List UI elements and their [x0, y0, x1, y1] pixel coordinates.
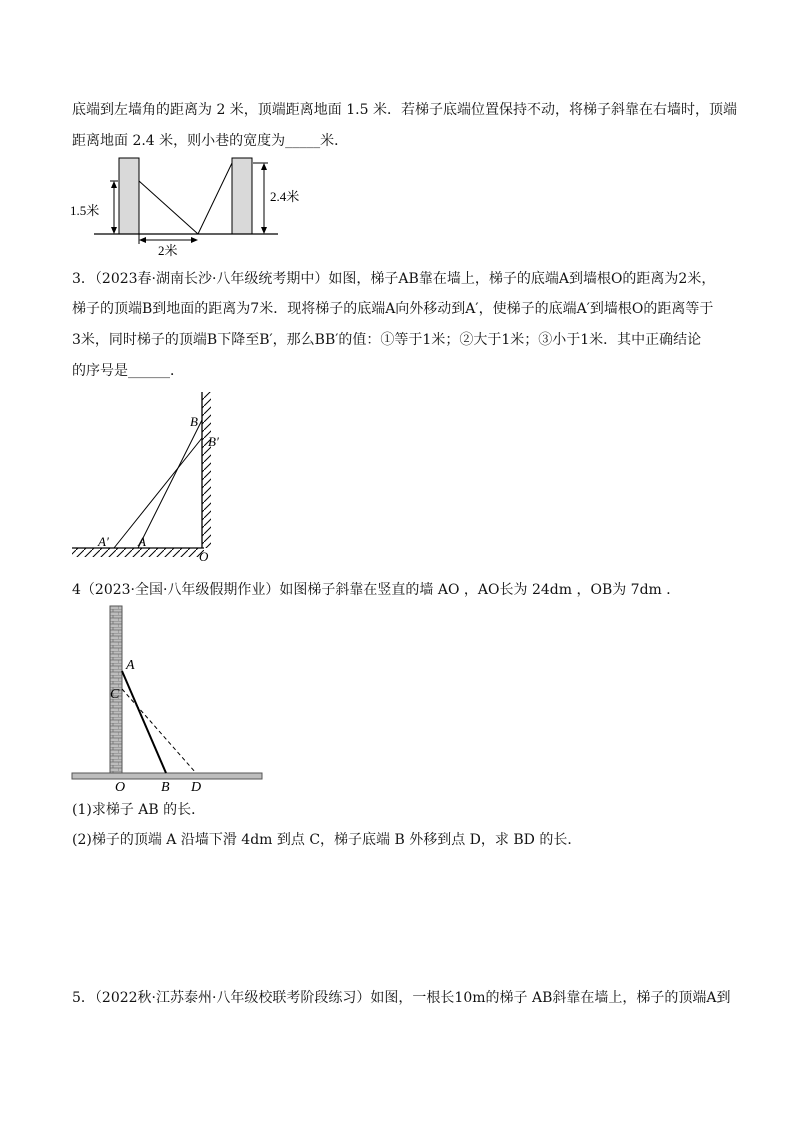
label-A: A: [126, 658, 135, 673]
alley-ladder-figure: [66, 152, 300, 260]
ground-bar: [72, 773, 262, 779]
ladder-AB: [122, 671, 166, 773]
problem4-line1: 4（2023·全国·八年级假期作业）如图梯子斜靠在竖直的墙 AO ，AO长为 24dm ，OB为 7dm ．: [72, 582, 681, 598]
ladder-CD: [122, 689, 196, 773]
left-wall: [119, 158, 139, 234]
brick-wall-ladder-figure: [68, 603, 268, 793]
problem5-line1: 5．（2022秋·江苏泰州·八年级校联考阶段练习）如图，一根长10m的梯子 AB斜靠在墙上，梯子的顶端A到: [72, 990, 731, 1006]
ladder-ApBp: [114, 438, 202, 548]
problem3-line3: 3米，同时梯子的顶端B下降至B′，那么BB′的值：①等于1米；②大于1米；③小于1米．其中正确结论: [72, 332, 702, 348]
left-height-label: 1.5米: [70, 203, 100, 218]
label-O: O: [199, 549, 209, 564]
label-Bp: B′: [208, 434, 219, 449]
problem2-line2: 距离地面 2.4 米，则小巷的宽度为_____米．: [72, 133, 349, 149]
problem4-question2: (2)梯子的顶端 A 沿墙下滑 4dm 到点 C，梯子底端 B 外移到点 D，求 BD 的长．: [72, 832, 582, 848]
left-ladder: [139, 181, 198, 234]
ground-hatch: [72, 548, 204, 557]
problem4-question1: (1)求梯子 AB 的长．: [72, 802, 206, 818]
right-ladder: [198, 163, 232, 234]
label-D: D: [191, 780, 202, 795]
right-wall: [232, 158, 252, 234]
right-height-label: 2.4米: [270, 189, 300, 204]
label-C: C: [110, 687, 120, 702]
wall-ladder-figure: [68, 390, 228, 565]
label-Ap: A′: [98, 534, 109, 549]
label-A: A: [138, 534, 146, 549]
ladder-AB: [138, 420, 202, 548]
problem3-line1: 3．（2023春·湖南长沙·八年级统考期中）如图，梯子AB靠在墙上，梯子的底端A到墙根O的距离为2米，: [72, 271, 716, 287]
problem2-line1: 底端到左墙角的距离为 2 米，顶端距离地面 1.5 米．若梯子底端位置保持不动，将梯子斜靠在右墙时，顶端: [72, 102, 737, 118]
problem3-line4: 的序号是______．: [72, 363, 184, 379]
label-B: B: [161, 780, 170, 795]
base-label: 2米: [158, 243, 178, 258]
problem3-line2: 梯子的顶端B到地面的距离为7米．现将梯子的底端A向外移动到A′，使梯子的底端A′到墙根O的距离等于: [72, 301, 714, 317]
label-B: B: [190, 414, 198, 429]
label-O: O: [115, 780, 126, 795]
wall-hatch: [202, 392, 211, 548]
